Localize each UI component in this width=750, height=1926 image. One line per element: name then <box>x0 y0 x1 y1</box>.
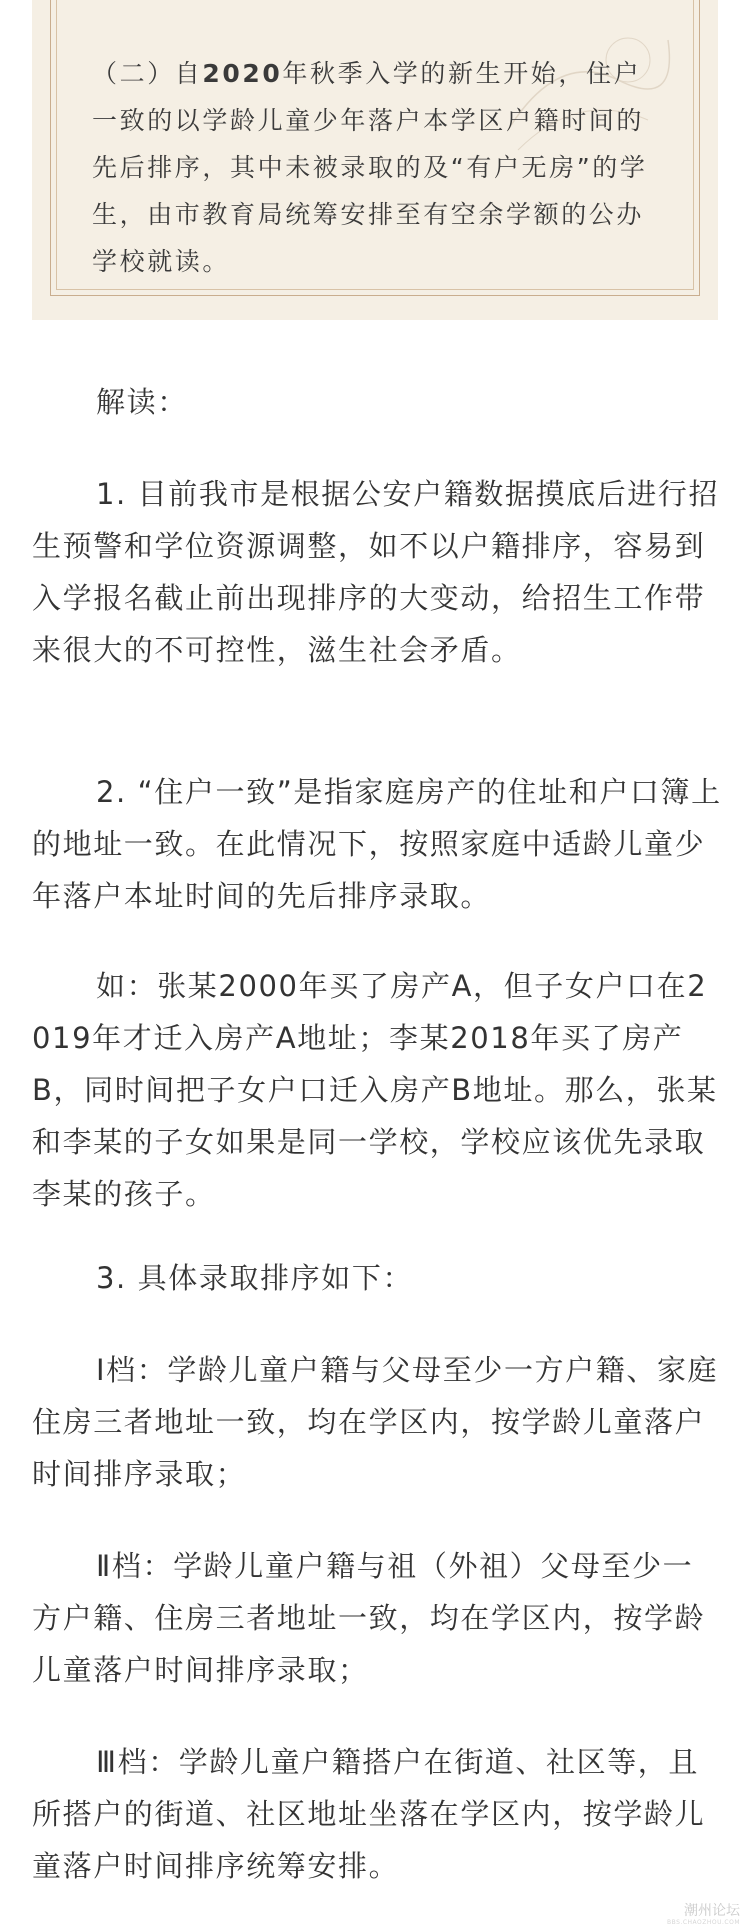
tier-1-paragraph: Ⅰ档：学龄儿童户籍与父母至少一方户籍、家庭住房三者地址一致，均在学区内，按学龄儿童落户时间排序录取； <box>32 1353 719 1491</box>
policy-notice-box <box>32 0 718 320</box>
interpretation-point-3: 3. 具体录取排序如下： <box>96 1261 414 1295</box>
tier-3-paragraph: Ⅲ档：学龄儿童户籍搭户在街道、社区等，且所搭户的街道、社区地址坐落在学区内，按学龄儿童落户时间排序统筹安排。 <box>32 1745 706 1883</box>
forum-watermark: 潮州论坛 <box>684 1903 740 1919</box>
example-paragraph: 如：张某2000年买了房产A，但子女户口在2019年才迁入房产A地址；李某2018年买了房产B，同时间把子女户口迁入房产B地址。那么，张某和李某的子女如果是同一学校，学校应该优先录取李某的孩子。 <box>32 969 718 1211</box>
forum-watermark-url: BBS.CHAOZHOU.COM <box>667 1919 740 1926</box>
notice-text: （二）自2020年秋季入学的新生开始，住户一致的以学龄儿童少年落户本学区户籍时间的先后排序，其中未被录取的及“有户无房”的学生，由市教育局统筹安排至有空余学额的公办学校就读。 <box>92 59 648 276</box>
interpretation-point-2: 2. “住户一致”是指家庭房产的住址和户口簿上的地址一致。在此情况下，按照家庭中适龄儿童少年落户本址时间的先后排序录取。 <box>32 775 722 913</box>
tier-2-paragraph: Ⅱ档：学龄儿童户籍与祖（外祖）父母至少一方户籍、住房三者地址一致，均在学区内，按学龄儿童落户时间排序录取； <box>32 1549 706 1687</box>
interpretation-heading: 解读： <box>96 385 188 419</box>
interpretation-point-1: 1. 目前我市是根据公安户籍数据摸底后进行招生预警和学位资源调整，如不以户籍排序，容易到入学报名截止前出现排序的大变动，给招生工作带来很大的不可控性，滋生社会矛盾。 <box>32 477 720 667</box>
